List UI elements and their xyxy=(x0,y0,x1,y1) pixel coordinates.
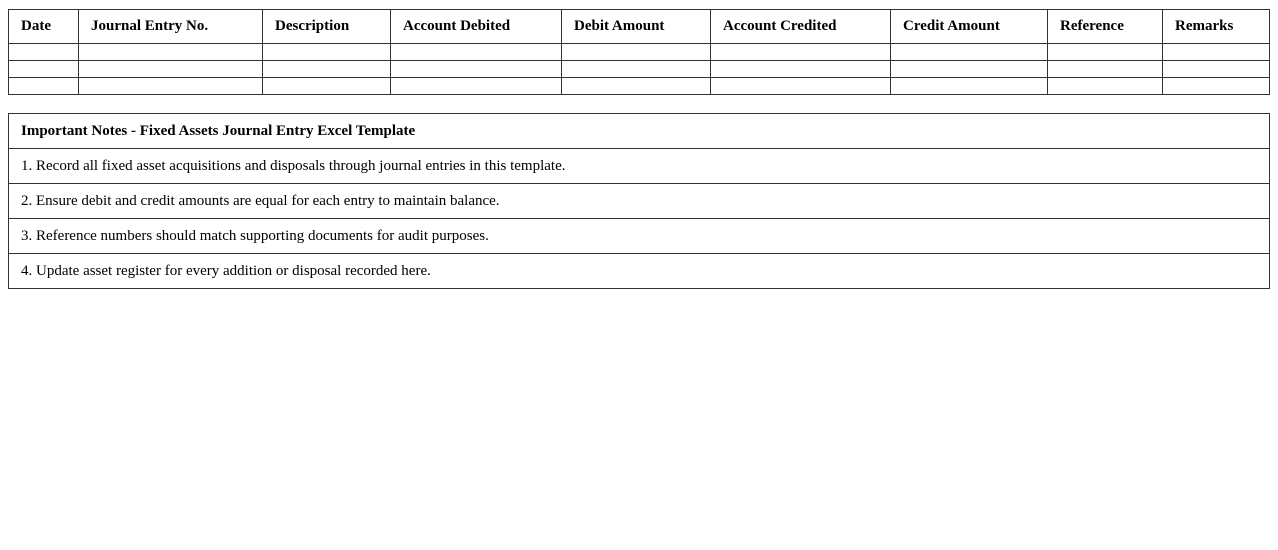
note-item: 2. Ensure debit and credit amounts are equal for each entry to maintain balance. xyxy=(9,184,1270,219)
note-item: 4. Update asset register for every addition or disposal recorded here. xyxy=(9,254,1270,289)
note-item: 3. Reference numbers should match supporting documents for audit purposes. xyxy=(9,219,1270,254)
table-cell[interactable] xyxy=(9,44,79,61)
col-credit-amount: Credit Amount xyxy=(891,10,1048,44)
col-journal-entry-no: Journal Entry No. xyxy=(79,10,263,44)
table-cell[interactable] xyxy=(1163,44,1270,61)
col-reference: Reference xyxy=(1048,10,1163,44)
table-cell[interactable] xyxy=(391,78,562,95)
table-cell[interactable] xyxy=(891,44,1048,61)
table-cell[interactable] xyxy=(391,44,562,61)
table-cell[interactable] xyxy=(79,78,263,95)
table-cell[interactable] xyxy=(79,44,263,61)
table-row xyxy=(9,78,1270,95)
col-account-debited: Account Debited xyxy=(391,10,562,44)
header-row xyxy=(9,10,1270,44)
table-cell[interactable] xyxy=(9,78,79,95)
note-item: 1. Record all fixed asset acquisitions and disposals through journal entries in this template. xyxy=(9,149,1270,184)
col-debit-amount: Debit Amount xyxy=(562,10,711,44)
col-remarks: Remarks xyxy=(1163,10,1270,44)
table-cell[interactable] xyxy=(1163,61,1270,78)
table-cell[interactable] xyxy=(562,61,711,78)
table-row xyxy=(9,44,1270,61)
col-account-credited: Account Credited xyxy=(711,10,891,44)
table-cell[interactable] xyxy=(891,78,1048,95)
important-notes-table xyxy=(8,113,1270,289)
table-cell[interactable] xyxy=(1048,61,1163,78)
journal-entry-table xyxy=(8,9,1270,95)
table-cell[interactable] xyxy=(263,78,391,95)
table-cell[interactable] xyxy=(9,61,79,78)
table-cell[interactable] xyxy=(562,78,711,95)
table-cell[interactable] xyxy=(79,61,263,78)
table-cell[interactable] xyxy=(1048,78,1163,95)
col-description: Description xyxy=(263,10,391,44)
table-cell[interactable] xyxy=(263,61,391,78)
table-row xyxy=(9,61,1270,78)
col-date: Date xyxy=(9,10,79,44)
table-cell[interactable] xyxy=(711,61,891,78)
table-cell[interactable] xyxy=(562,44,711,61)
notes-title: Important Notes - Fixed Assets Journal Entry Excel Template xyxy=(9,114,1270,149)
table-cell[interactable] xyxy=(1048,44,1163,61)
table-cell[interactable] xyxy=(263,44,391,61)
table-cell[interactable] xyxy=(711,78,891,95)
table-cell[interactable] xyxy=(391,61,562,78)
table-cell[interactable] xyxy=(1163,78,1270,95)
table-cell[interactable] xyxy=(891,61,1048,78)
table-cell[interactable] xyxy=(711,44,891,61)
